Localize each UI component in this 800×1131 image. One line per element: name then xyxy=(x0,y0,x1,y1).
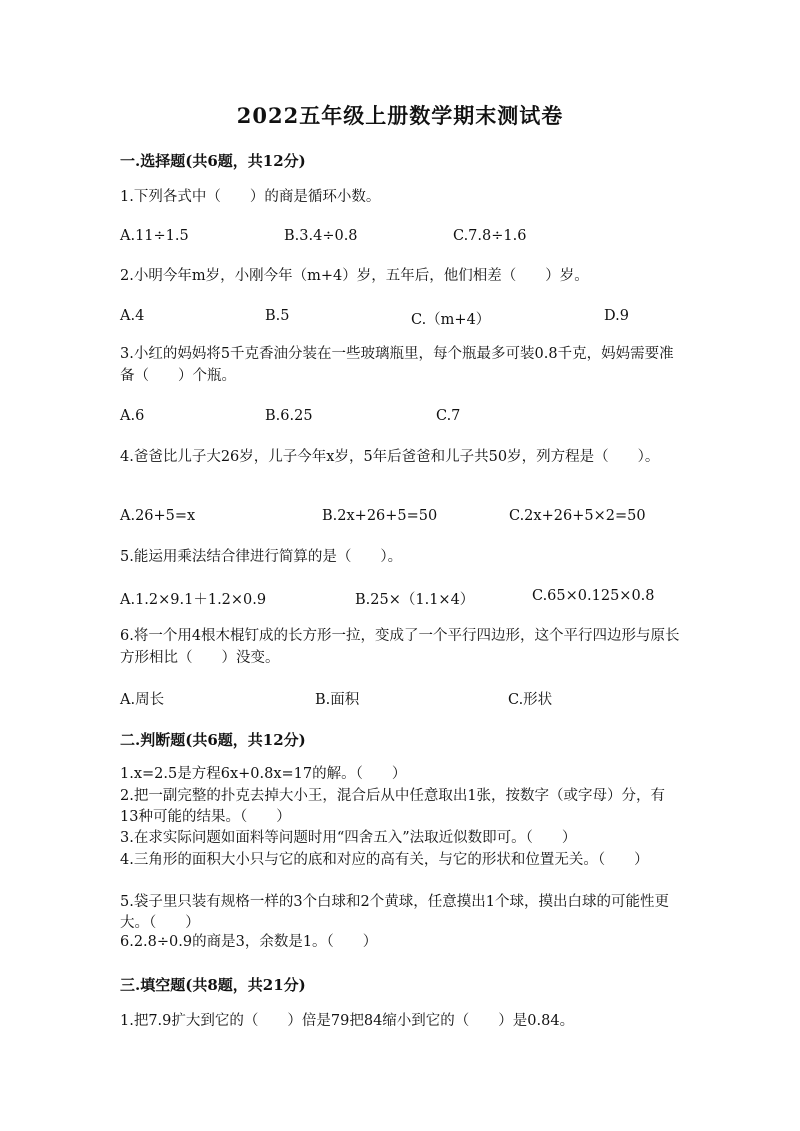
choice-question-3: 3.小红的妈妈将5千克香油分装在一些玻璃瓶里，每个瓶最多可装0.8千克，妈妈需要准备（ ）个瓶。 xyxy=(120,346,674,384)
choice-question-4: 4.爸爸比儿子大26岁，儿子今年x岁，5年后爸爸和儿子共50岁，列方程是（ ）。 xyxy=(120,449,660,465)
choice-question-1: 1.下列各式中（ ）的商是循环小数。 xyxy=(120,189,381,205)
choice-question-6: 6.将一个用4根木棍钉成的长方形一拉，变成了一个平行四边形，这个平行四边形与原长方形相比（ ）没变。 xyxy=(120,628,680,666)
choice-5-option-b: B.25×（1.1×4） xyxy=(355,592,475,608)
section-heading-fill: 三.填空题(共8题，共21分) xyxy=(120,976,306,994)
choice-2-option-c: C.（m+4） xyxy=(411,312,491,328)
choice-4-option-a: A.26+5=x xyxy=(120,508,196,524)
choice-5-option-a: A.1.2×9.1＋1.2×0.9 xyxy=(120,592,267,608)
choice-1-option-a: A.11÷1.5 xyxy=(120,228,189,244)
judge-question-2: 2.把一副完整的扑克去掉大小王，混合后从中任意取出1张，按数字（或字母）分，有13种可能的结果。（ ） xyxy=(120,788,666,825)
choice-3-option-b: B.6.25 xyxy=(265,408,313,424)
judge-question-6: 6.2.8÷0.9的商是3，余数是1。（ ） xyxy=(120,934,378,950)
choice-2-option-a: A.4 xyxy=(120,308,145,324)
judge-question-1: 1.x=2.5是方程6x+0.8x=17的解。（ ） xyxy=(120,766,407,782)
choice-question-2: 2.小明今年m岁，小刚今年（m+4）岁，五年后，他们相差（ ）岁。 xyxy=(120,268,589,284)
judge-question-4: 4.三角形的面积大小只与它的底和对应的高有关，与它的形状和位置无关。（ ） xyxy=(120,852,649,868)
choice-2-option-b: B.5 xyxy=(265,308,290,324)
section-heading-judge: 二.判断题(共6题，共12分) xyxy=(120,731,306,749)
page-title: 2022五年级上册数学期末测试卷 xyxy=(236,103,564,128)
choice-4-option-c: C.2x+26+5×2=50 xyxy=(509,508,646,524)
choice-3-option-c: C.7 xyxy=(436,408,461,424)
choice-4-option-b: B.2x+26+5=50 xyxy=(322,508,438,524)
choice-6-option-c: C.形状 xyxy=(508,692,553,708)
choice-3-option-a: A.6 xyxy=(120,408,145,424)
fill-question-1: 1.把7.9扩大到它的（ ）倍是79把84缩小到它的（ ）是0.84。 xyxy=(120,1013,575,1029)
section-heading-choice: 一.选择题(共6题，共12分) xyxy=(120,152,306,170)
choice-question-5: 5.能运用乘法结合律进行简算的是（ ）。 xyxy=(120,549,403,565)
choice-2-option-d: D.9 xyxy=(604,308,629,324)
choice-1-option-c: C.7.8÷1.6 xyxy=(453,228,527,244)
judge-question-5: 5.袋子里只装有规格一样的3个白球和2个黄球，任意摸出1个球，摸出白球的可能性更大。（ ） xyxy=(120,894,670,931)
choice-6-option-a: A.周长 xyxy=(120,692,165,708)
choice-6-option-b: B.面积 xyxy=(315,692,360,708)
choice-1-option-b: B.3.4÷0.8 xyxy=(284,228,358,244)
choice-5-option-c: C.65×0.125×0.8 xyxy=(532,588,655,604)
judge-question-3: 3.在求实际问题如面料等问题时用“四舍五入”法取近似数即可。（ ） xyxy=(120,830,577,846)
